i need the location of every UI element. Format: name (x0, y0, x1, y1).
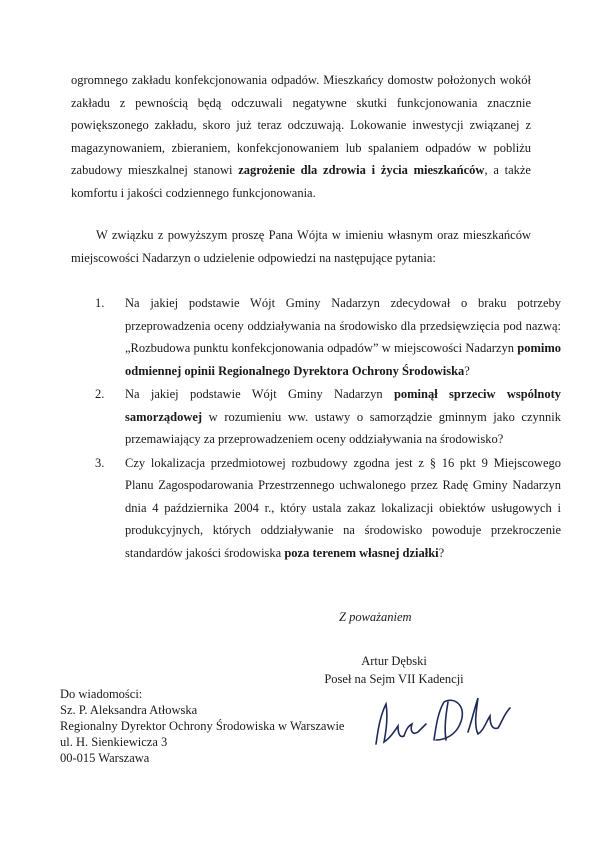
question-number: 1. (95, 296, 105, 310)
question-emphasis: pomimo odmiennej opinii Regionalnego Dyrektora Ochrony Środowiska (125, 341, 561, 378)
cc-line: Sz. P. Aleksandra Atłowska (60, 703, 198, 717)
body-paragraph-1 (71, 69, 531, 204)
paragraph-1-tail: , a także komfortu i jakości codziennego funkcjonowania. (71, 163, 531, 200)
question-number: 2. (95, 387, 105, 401)
question-tail: w rozumieniu ww. ustawy o samorządzie gminnym jako czynnik przemawiający za przeprowadzeniem oceny oddziaływania na środowisko? (125, 409, 561, 446)
question-item (95, 452, 561, 565)
handwritten-signature (364, 680, 524, 760)
question-item (95, 383, 561, 451)
cc-line: ul. H. Sienkiewicza 3 (60, 735, 168, 749)
closing-salutation: Z poważaniem (339, 610, 412, 624)
cc-block (60, 686, 344, 766)
question-text: Czy lokalizacja przedmiotowej rozbudowy zgodna jest z § 16 pkt 9 Miejscowego Planu Zagospodarowania Przestrzennego uchwalonego przez Radę Gminy Nadarzyn dnia 4 października 2004 r., który ustala zakaz lokalizacji obiektów usługowych i produkcyjnych, których oddziaływanie na środowisko powoduje przekroczenie standardów jakości środowiska (125, 455, 561, 560)
question-tail: ? (438, 545, 445, 560)
signatory-name: Artur Dębski (361, 654, 427, 668)
question-text: Na jakiej podstawie Wójt Gminy Nadarzyn (125, 387, 394, 401)
cc-heading: Do wiadomości: (60, 687, 143, 701)
question-text: Na jakiej podstawie Wójt Gminy Nadarzyn zdecydował o braku potrzeby przeprowadzenia oceny oddziaływania na środowisko dla przedsięwzięcia pod nazwą: „Rozbudowa punktu konfekcjonowania odpadów” w miejscowości Nadarzyn (125, 296, 561, 355)
paragraph-1-text: ogromnego zakładu konfekcjonowania odpadów. Mieszkańcy domostw położonych wokół zakładu z pewnością będą odczuwali negatywne skutki funkcjonowania znacznie powiększonego zakładu, skoro już teraz odczuwają. Lokowanie inwestycji związanej z magazynowaniem, zbieraniem, konfekcjonowaniem lub spalaniem odpadów w pobliżu zabudowy mieszkalnej stanowi (71, 73, 531, 177)
question-emphasis: pominął sprzeciw wspólnoty samorządowej (125, 387, 561, 424)
question-number: 3. (95, 455, 105, 470)
body-paragraph-2: W związku z powyższym proszę Pana Wójta w imieniu własnym oraz mieszkańców miejscowości Nadarzyn o udzielenie odpowiedzi na następujące pytania: (71, 228, 531, 265)
questions-list (95, 292, 561, 565)
signatory-title: Poseł na Sejm VII Kadencji (324, 672, 464, 686)
paragraph-1-emphasis: zagrożenie dla zdrowia i życia mieszkańców (238, 163, 485, 177)
cc-line: Regionalny Dyrektor Ochrony Środowiska w Warszawie (60, 719, 345, 733)
cc-line: 00-015 Warszawa (60, 751, 150, 765)
question-emphasis: poza terenem własnej działki (284, 545, 439, 560)
question-tail: ? (464, 363, 470, 378)
question-item (95, 292, 561, 382)
